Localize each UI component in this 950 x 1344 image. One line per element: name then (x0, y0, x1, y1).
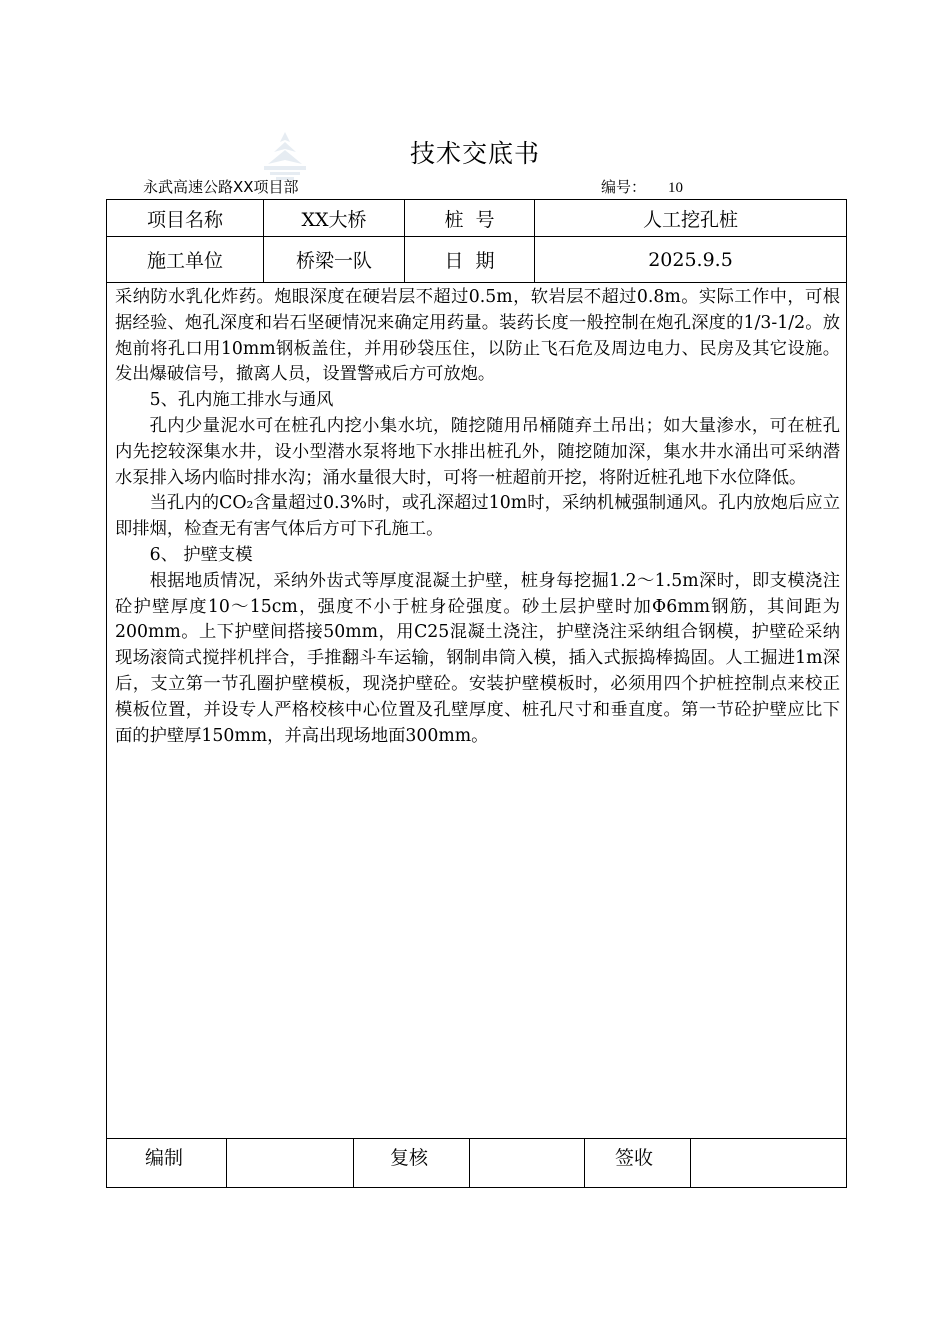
reviewer-label: 复核 (354, 1139, 470, 1187)
project-name-value: XX大桥 (264, 200, 405, 236)
number-value: 10 (668, 180, 684, 196)
section-heading-drainage: 5、孔内施工排水与通风 (149, 390, 334, 411)
document-number (601, 176, 683, 197)
number-label: 编号： (601, 178, 647, 196)
construction-unit-label: 施工单位 (107, 237, 264, 282)
disclosure-content (115, 285, 840, 749)
reviewer-field (470, 1139, 585, 1187)
compiler-field (227, 1139, 354, 1187)
disclosure-form (106, 199, 847, 1188)
header-row-2 (107, 237, 846, 283)
document-title: 技术交底书 (409, 139, 540, 168)
compiler-label: 编制 (107, 1139, 227, 1187)
project-department: 永武高速公路XX项目部 (143, 178, 299, 196)
receiver-label: 签收 (585, 1139, 691, 1187)
receiver-field (691, 1139, 846, 1187)
pile-number-value: 人工挖孔桩 (642, 208, 738, 231)
content-paragraph: 孔内少量泥水可在桩孔内挖小集水坑，随挖随用吊桶随弃土吊出；如大量渗水，可在桩孔内先挖较深集水井，设小型潜水泵将地下水排出桩孔外，随挖随加深，集水井水涌出可采纳潜水泵排入场内临时排水沟；涌水量很大时，可将一桩超前开挖，将附近桩孔地下水位降低。 (115, 415, 840, 488)
date-value: 2025.9.5 (648, 248, 733, 271)
date-label: 日 期 (405, 237, 535, 282)
content-paragraph: 根据地质情况，采纳外齿式等厚度混凝土护壁，桩身每挖掘1.2～1.5m深时，即支模浇注砼护壁厚度10～15cm，强度不小于桩身砼强度。砂土层护壁时加Φ6mm钢筋，其间距为200mm。上下护壁间搭接50mm，用C25混凝土浇注，护壁浇注采纳组合钢模，护壁砼采纳现场滚筒式搅拌机拌合，手推翻斗车运输，钢制串筒入模，插入式振捣棒捣固。人工掘进1m深后，支立第一节孔圈护壁模板，现浇护壁砼。安装护壁模板时，必须用四个护桩控制点来校正模板位置，并设专人严格校核中心位置及孔壁厚度、桩孔尺寸和垂直度。第一节砼护壁应比下面的护壁厚150mm，并高出现场地面300mm。 (115, 570, 840, 746)
project-name-label: 项目名称 (107, 200, 264, 236)
signature-row (107, 1138, 846, 1187)
content-paragraph: 当孔内的CO₂含量超过0.3%时，或孔深超过10m时，采纳机械强制通风。孔内放炮后应立即排烟，检查无有害气体后方可下孔施工。 (115, 493, 840, 540)
content-paragraph: 采纳防水乳化炸药。炮眼深度在硬岩层不超过0.5m，软岩层不超过0.8m。实际工作中，可根据经验、炮孔深度和岩石坚硬情况来确定用药量。装药长度一般控制在炮孔深度的1/3-1/2。放炮前将孔口用10mm钢板盖住，并用砂袋压住，以防止飞石危及周边电力、民房及其它设施。发出爆破信号，撤离人员，设置警戒后方可放炮。 (115, 287, 840, 385)
section-heading-retaining-wall: 6、 护壁支模 (149, 544, 253, 565)
construction-unit-value: 桥梁一队 (264, 237, 405, 282)
pile-number-label: 桩 号 (405, 200, 535, 236)
header-row-1 (107, 200, 846, 237)
